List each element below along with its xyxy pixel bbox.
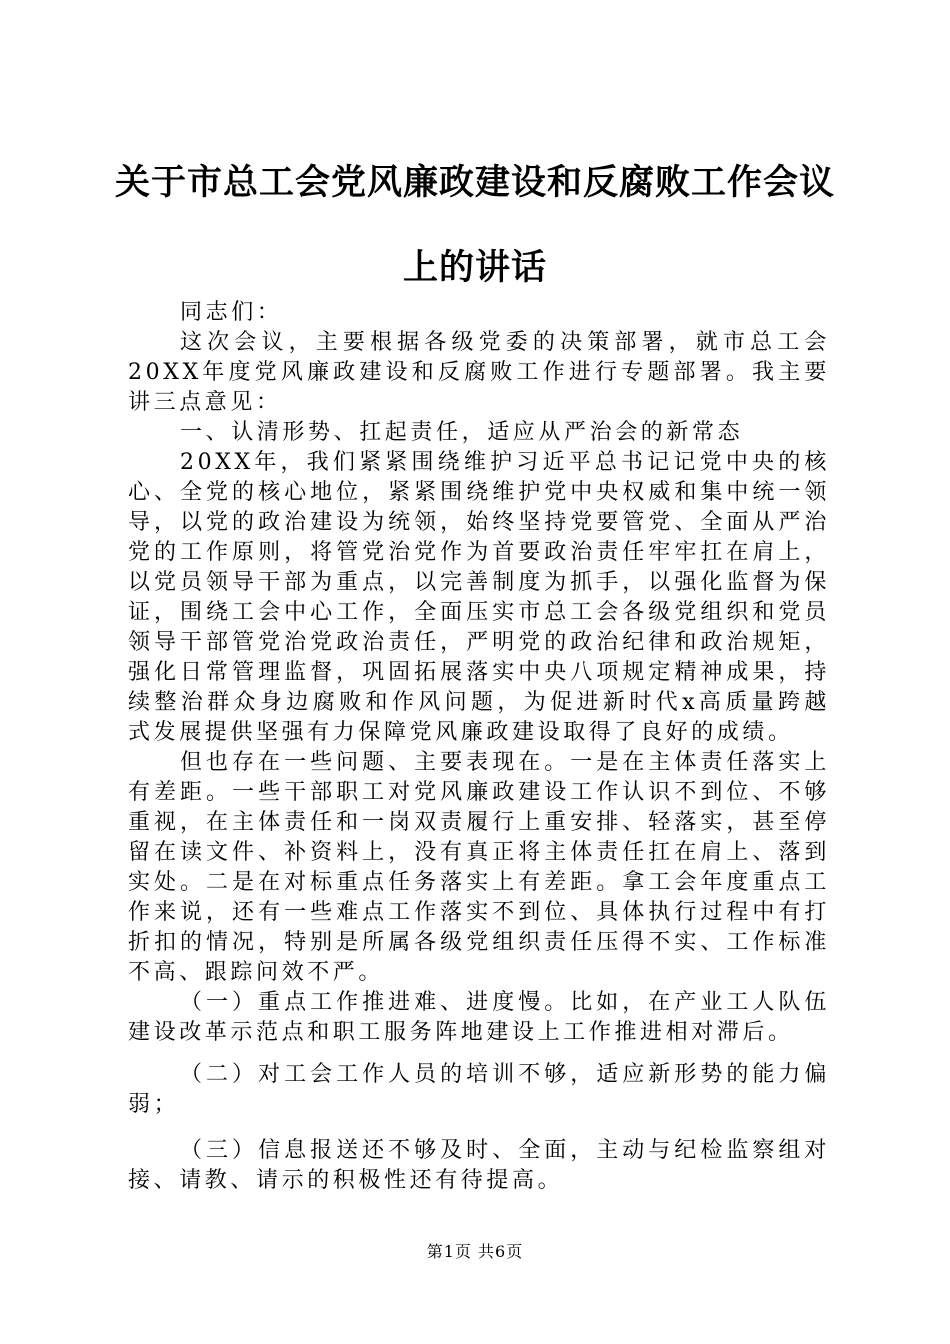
list-item-1: （一）重点工作推进难、进度慢。比如，在产业工人队伍建设改革示范点和职工服务阵地建设上工作推进相对滞后。 [128, 990, 830, 1045]
paragraph-problems: 但也存在一些问题、主要表现在。一是在主体责任落实上有差距。一些干部职工对党风廉政建设工作认识不到位、不够重视，在主体责任和一岗双责履行上重安排、轻落实，甚至停留在读文件、补资料上，没有真正将主体责任扛在肩上、落到实处。二是在对标重点任务落实上有差距。拿工会年度重点工作来说，还有一些难点工作落实不到位、具体执行过程中有打折扣的情况，特别是所属各级党组织责任压得不实、工作标准不高、跟踪问效不严。 [128, 750, 830, 985]
paragraph-achievements: 20XX年，我们紧紧围绕维护习近平总书记记党中央的核心、全党的核心地位，紧紧围绕维护党中央权威和集中统一领导，以党的政治建设为统领，始终坚持党要管党、全面从严治党的工作原则，将管党治党作为首要政治责任牢牢扛在肩上，以党员领导干部为重点，以完善制度为抓手，以强化监督为保证，围绕工会中心工作，全面压实市总工会各级党组织和党员领导干部管党治党政治责任，严明党的政治纪律和政治规矩，强化日常管理监督，巩固拓展落实中央八项规定精神成果，持续整治群众身边腐败和作风问题，为促进新时代x高质量跨越式发展提供坚强有力保障党风廉政建设取得了良好的成绩。 [128, 450, 830, 745]
salutation: 同志们： [180, 300, 283, 325]
page-footer: 第1页 共6页 [426, 1242, 524, 1261]
paragraph-intro: 这次会议，主要根据各级党委的决策部署，就市总工会20XX年度党风廉政建设和反腐败工作进行专题部署。我主要讲三点意见： [128, 330, 830, 415]
list-item-2: （二）对工会工作人员的培训不够，适应新形势的能力偏弱； [128, 1062, 830, 1117]
list-item-3: （三）信息报送还不够及时、全面，主动与纪检监察组对接、请教、请示的积极性还有待提高。 [128, 1138, 830, 1193]
document-title-line-2: 上的讲话 [402, 248, 547, 288]
document-body [128, 298, 830, 1196]
document-title-line-1: 关于市总工会党风廉政建设和反腐败工作会议 [114, 163, 835, 203]
section-heading-1: 一、认清形势、扛起责任，适应从严治会的新常态 [180, 420, 744, 445]
